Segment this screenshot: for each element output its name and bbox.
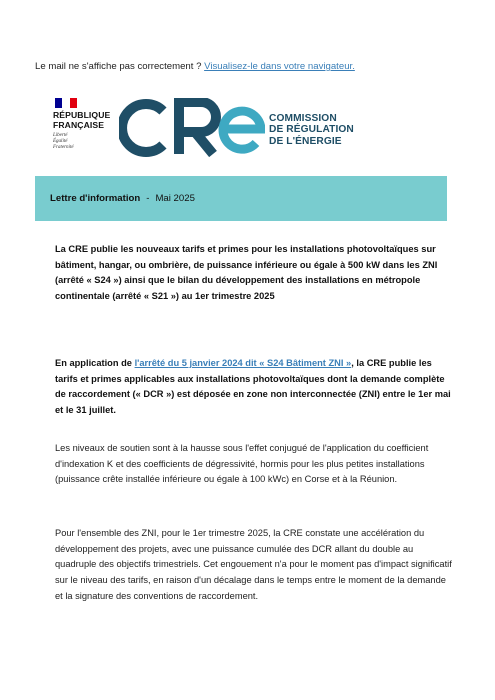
cre-logo-mark: [119, 98, 265, 158]
paragraph-zni: Pour l'ensemble des ZNI, pour le 1er trimestre 2025, la CRE constate une accélération du développement des projets, avec une puissance cumulée des DCR allant du double au quadruple des objectifs trimestriels. Cet engouement n'a pour le moment pas d'impact significatif sur le niveau des tarifs, en raison d'un décalage dans le temps entre le moment de la demande et la signature des conventions de raccordement.: [55, 528, 452, 601]
newsletter-banner: [35, 176, 447, 221]
paragraph-s24: En application de l'arrêté du 5 janvier 2024 dit « S24 Bâtiment ZNI », la CRE publie les tarifs et primes applicables aux installations photovoltaïques dont la demande complète de raccordement (« DCR ») est déposée en zone non interconnectée (ZNI) entre le 1er mai et le 31 juillet.: [55, 358, 451, 416]
french-flag-icon: [55, 98, 77, 108]
banner-separator: -: [146, 193, 150, 204]
banner-date: Mai 2025: [155, 193, 195, 204]
view-in-browser-link[interactable]: Visualisez-le dans votre navigateur.: [204, 61, 355, 72]
paragraph-soutien: Les niveaux de soutien sont à la hausse sous l'effet conjugué de l'application du coefficient d'indexation K et des coefficients de dégressivité, hormis pour les plus petites installations (puissance crête installée inférieure ou égale à 100 kWc) en Corse et à la Réunion.: [55, 443, 429, 485]
republique-francaise-logo: [53, 98, 113, 151]
republique-motto: Liberté Égalité Fraternité: [53, 133, 74, 150]
header-logos: [53, 98, 453, 158]
cre-name: COMMISSION DE RÉGULATION DE L'ÉNERGIE: [269, 113, 354, 147]
republique-name: RÉPUBLIQUE FRANÇAISE: [53, 110, 111, 130]
preheader: [35, 61, 355, 72]
banner-title: Lettre d'information: [50, 193, 141, 204]
preheader-text: Le mail ne s'affiche pas correctement ?: [35, 61, 205, 72]
arrete-s24-link[interactable]: l'arrêté du 5 janvier 2024 dit « S24 Bâtiment ZNI »: [134, 358, 352, 368]
lead-paragraph: La CRE publie les nouveaux tarifs et primes pour les installations photovoltaïques sur bâtiment, hangar, ou ombrière, de puissance inférieure ou égale à 500 kW dans les ZNI (arrêté « S24 ») ainsi que le bilan du développement des installations en métropole continentale (arrêté « S21 ») au 1er trimestre 2025: [55, 244, 438, 302]
